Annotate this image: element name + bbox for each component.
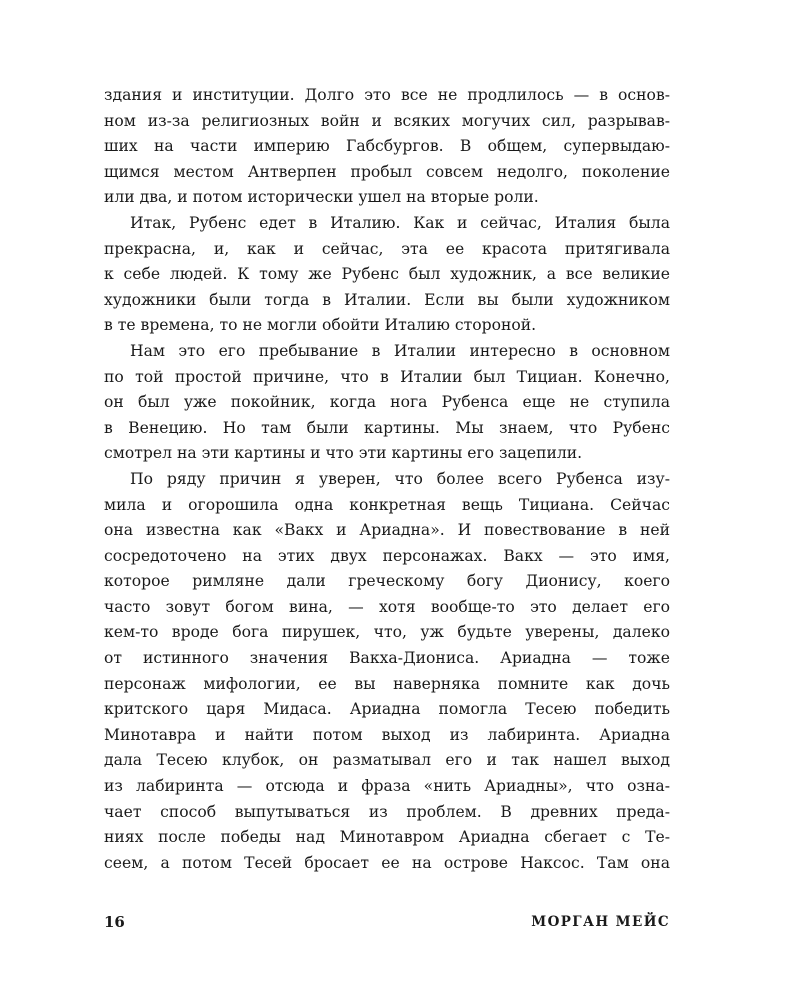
page-number: 16 <box>104 913 125 931</box>
text-line: сеем, а потом Тесей бросает ее на острове Наксос. Там она <box>104 853 670 872</box>
text-line: Минотавра и найти потом выход из лабиринта. Ариадна <box>104 725 670 744</box>
text-line: персонаж мифологии, ее вы наверняка помните как дочь <box>104 674 670 693</box>
text-line: в те времена, то не могли обойти Италию стороной. <box>104 316 537 335</box>
text-line: он был уже покойник, когда нога Рубенса еще не ступила <box>104 393 670 412</box>
text-line: Итак, Рубенс едет в Италию. Как и сейчас, Италия была <box>130 213 670 232</box>
text-line: смотрел на эти картины и что эти картины его зацепили. <box>104 444 583 463</box>
text-line: По ряду причин я уверен, что более всего Рубенса изу- <box>130 469 670 488</box>
text-line: дала Тесею клубок, он разматывал его и так нашел выход <box>104 751 670 770</box>
text-line: кем-то вроде бога пирушек, что, уж будьте уверены, далеко <box>104 623 670 642</box>
text-line: ном из-за религиозных войн и всяких могучих сил, разрывав- <box>104 111 670 130</box>
text-line: прекрасна, и, как и сейчас, эта ее красота притягивала <box>104 239 670 258</box>
text-line: ниях после победы над Минотавром Ариадна сбегает с Те- <box>104 828 670 847</box>
text-line: она известна как «Вакх и Ариадна». И повествование в ней <box>104 521 670 540</box>
text-line: сосредоточено на этих двух персонажах. Вакх — это имя, <box>104 546 670 565</box>
text-line: к себе людей. К тому же Рубенс был художник, а все великие <box>104 265 670 284</box>
text-line: здания и институции. Долго это все не продлилось — в основ- <box>104 86 670 104</box>
text-line: которое римляне дали греческому богу Дионису, коего <box>104 572 670 591</box>
text-line: художники были тогда в Италии. Если вы были художником <box>104 290 670 309</box>
paragraph <box>104 211 670 339</box>
paragraph <box>104 339 670 467</box>
text-line: часто зовут богом вина, — хотя вообще-то это делает его <box>104 597 670 616</box>
text-line: ших на части империю Габсбургов. В общем, супервыдаю- <box>104 137 670 156</box>
text-line: в Венецию. Но там были картины. Мы знаем, что Рубенс <box>104 418 670 437</box>
text-line: по той простой причине, что в Италии был Тициан. Конечно, <box>104 367 670 386</box>
text-line: или два, и потом исторически ушел на вторые роли. <box>104 188 539 207</box>
paragraph <box>104 83 670 211</box>
text-line: от истинного значения Вакха-Диониса. Ариадна — тоже <box>104 649 670 668</box>
running-head-author: МОРГАН МЕЙС <box>531 914 670 930</box>
text-line: Нам это его пребывание в Италии интересно в основном <box>130 341 670 360</box>
paragraph <box>104 467 670 877</box>
text-line: щимся местом Антверпен пробыл совсем недолго, поколение <box>104 162 670 181</box>
text-line: из лабиринта — отсюда и фраза «нить Ариадны», что озна- <box>104 777 670 796</box>
text-line: чает способ выпутываться из проблем. В древних преда- <box>104 802 670 821</box>
text-line: мила и огорошила одна конкретная вещь Тициана. Сейчас <box>104 495 670 514</box>
body-text <box>104 83 670 876</box>
page-footer <box>104 913 670 935</box>
text-line: критского царя Мидаса. Ариадна помогла Тесею победить <box>104 700 670 719</box>
